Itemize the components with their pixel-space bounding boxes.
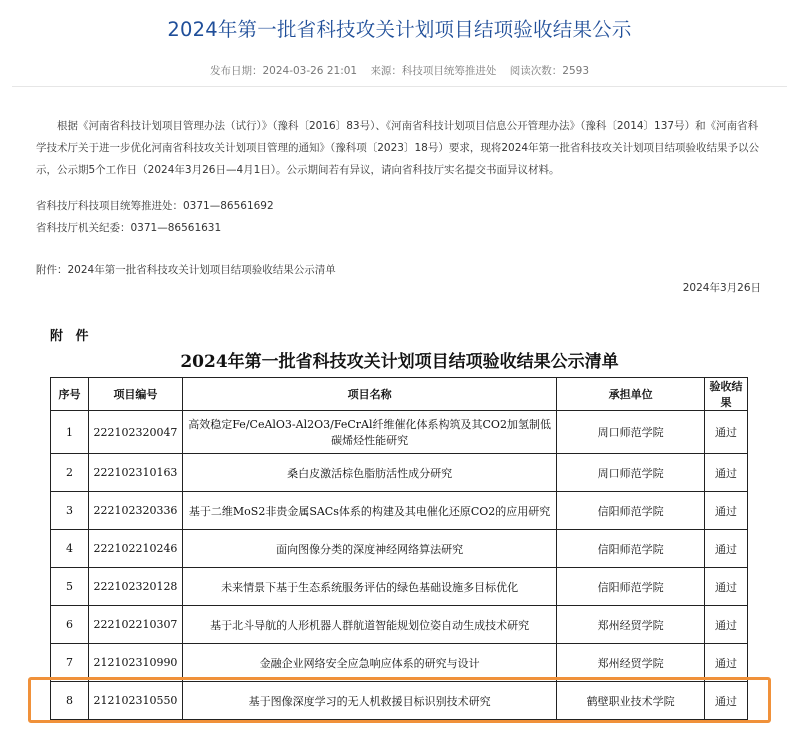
cell-unit: 周口师范学院 xyxy=(557,454,705,492)
cell-no: 4 xyxy=(51,530,89,568)
cell-unit: 郑州经贸学院 xyxy=(557,606,705,644)
cell-unit: 信阳师范学院 xyxy=(557,530,705,568)
cell-no: 6 xyxy=(51,606,89,644)
cell-no: 5 xyxy=(51,568,89,606)
cell-result: 通过 xyxy=(705,606,748,644)
cell-unit: 信阳师范学院 xyxy=(557,568,705,606)
notice-body: 根据《河南省科技计划项目管理办法（试行）》（豫科〔2016〕83号）、《河南省科技计划项目信息公开管理办法》（豫科〔2014〕137号）和《河南省科学技术厅关于进一步优化河南省科技攻关计划项目管理的通知》（豫科项〔2023〕18号）要求，现将2024年第一批省科技攻关计划项目结项验收结果予以公示，公示期5个工作日（2024年3月26日—4月1日）。公示期间若有异议，请向省科技厅实名提交书面异议材料。 xyxy=(36,120,760,176)
cell-code: 222102320336 xyxy=(88,492,182,530)
cell-no: 1 xyxy=(51,411,89,454)
cell-result: 通过 xyxy=(705,411,748,454)
cell-code: 212102310550 xyxy=(88,682,182,720)
attachment-label: 附 件 xyxy=(50,329,93,344)
table-row xyxy=(51,454,748,492)
cell-name: 金融企业网络安全应急响应体系的研究与设计 xyxy=(182,644,556,682)
cell-code: 222102310163 xyxy=(88,454,182,492)
results-table xyxy=(50,377,748,720)
cell-name: 面向图像分类的深度神经网络算法研究 xyxy=(182,530,556,568)
cell-name: 未来情景下基于生态系统服务评估的绿色基础设施多目标优化 xyxy=(182,568,556,606)
source: 来源：科技项目统筹推进处 xyxy=(370,65,497,77)
cell-no: 3 xyxy=(51,492,89,530)
notice-title: 2024年第一批省科技攻关计划项目结项验收结果公示 xyxy=(167,18,632,41)
publish-date: 发布日期：2024-03-26 21:01 xyxy=(209,65,358,77)
table-header-row xyxy=(51,378,748,411)
cell-result: 通过 xyxy=(705,492,748,530)
header-code: 项目编号 xyxy=(88,378,182,411)
cell-result: 通过 xyxy=(705,454,748,492)
header-no: 序号 xyxy=(51,378,89,411)
cell-code: 222102320047 xyxy=(88,411,182,454)
cell-unit: 郑州经贸学院 xyxy=(557,644,705,682)
highlight-box xyxy=(28,677,771,723)
table-row xyxy=(51,530,748,568)
cell-name: 基于图像深度学习的无人机救援目标识别技术研究 xyxy=(182,682,556,720)
cell-unit: 周口师范学院 xyxy=(557,411,705,454)
cell-unit: 鹤壁职业技术学院 xyxy=(557,682,705,720)
cell-no: 8 xyxy=(51,682,89,720)
header-result: 验收结果 xyxy=(705,378,748,411)
notice-date: 2024年3月26日 xyxy=(682,282,761,294)
table-row xyxy=(51,606,748,644)
table-row xyxy=(51,492,748,530)
cell-unit: 信阳师范学院 xyxy=(557,492,705,530)
cell-name: 基于北斗导航的人形机器人群航道智能规划位姿自动生成技术研究 xyxy=(182,606,556,644)
table-title: 2024年第一批省科技攻关计划项目结项验收结果公示清单 xyxy=(180,352,619,372)
cell-code: 212102310990 xyxy=(88,644,182,682)
cell-no: 7 xyxy=(51,644,89,682)
cell-code: 222102210246 xyxy=(88,530,182,568)
contact-line-2: 省科技厅机关纪委：0371—86561631 xyxy=(36,222,222,234)
cell-name: 高效稳定Fe/CeAlO3-Al2O3/FeCrAl纤维催化体系构筑及其CO2加氢制低碳烯烃性能研究 xyxy=(182,411,556,454)
cell-result: 通过 xyxy=(705,682,748,720)
cell-result: 通过 xyxy=(705,644,748,682)
table-row xyxy=(51,644,748,682)
notice-meta xyxy=(0,63,799,78)
header-name: 项目名称 xyxy=(182,378,556,411)
notice-panel xyxy=(0,0,799,320)
attachment-link[interactable]: 附件：2024年第一批省科技攻关计划项目结项验收结果公示清单 xyxy=(36,264,336,276)
table-row xyxy=(51,568,748,606)
cell-name: 基于二维MoS2非贵金属SACs体系的构建及其电催化还原CO2的应用研究 xyxy=(182,492,556,530)
cell-code: 222102320128 xyxy=(88,568,182,606)
contact-line-1: 省科技厅科技项目统筹推进处：0371—86561692 xyxy=(36,200,274,212)
view-count: 阅读次数：2593 xyxy=(509,65,590,77)
divider xyxy=(12,86,787,87)
cell-result: 通过 xyxy=(705,568,748,606)
cell-code: 222102210307 xyxy=(88,606,182,644)
header-unit: 承担单位 xyxy=(557,378,705,411)
cell-result: 通过 xyxy=(705,530,748,568)
cell-no: 2 xyxy=(51,454,89,492)
cell-name: 桑白皮激活棕色脂肪活性成分研究 xyxy=(182,454,556,492)
table-row xyxy=(51,411,748,454)
